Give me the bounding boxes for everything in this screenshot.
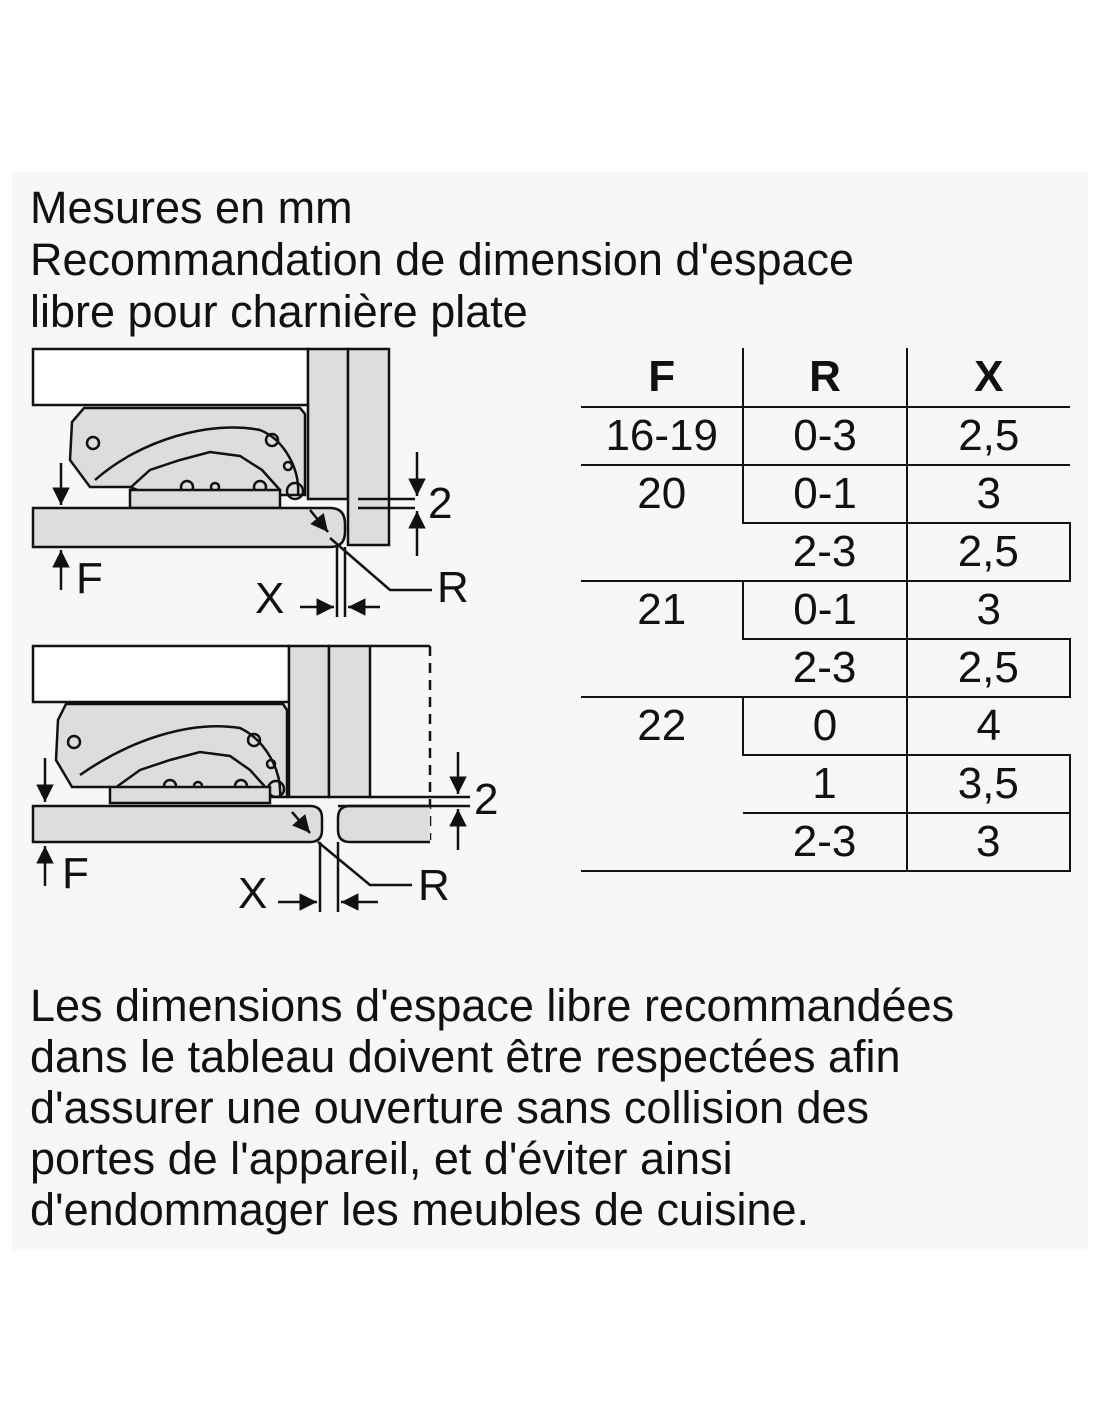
side-panel-upper — [308, 349, 348, 499]
heading-line-2: Recommandation de dimension d'espace — [30, 234, 855, 285]
table-row — [581, 465, 1070, 523]
cell-X: 3 — [907, 813, 1070, 871]
cell-R: 0 — [743, 697, 906, 755]
cabinet-top-upper — [33, 349, 308, 405]
footer-line-3: d'assurer une ouverture sans collision des — [30, 1082, 870, 1133]
cell-X: 3 — [907, 465, 1070, 523]
column-header-R: R — [743, 348, 906, 407]
column-header-F: F — [581, 348, 743, 407]
cell-R: 2-3 — [743, 813, 906, 871]
cell-X: 2,5 — [907, 407, 1070, 465]
label-F-bottom: F — [62, 849, 89, 898]
heading-line-1: Mesures en mm — [30, 182, 353, 233]
door-lower — [33, 806, 322, 842]
cell-X: 2,5 — [907, 523, 1070, 581]
cell-F: 16-19 — [581, 407, 743, 465]
side-panel-lower — [289, 646, 329, 797]
label-gap-bottom: 2 — [474, 775, 499, 824]
heading-line-3: libre pour charnière plate — [30, 286, 528, 337]
table-row — [581, 581, 1070, 639]
label-F-top: F — [76, 554, 103, 603]
cell-R: 2-3 — [743, 639, 906, 697]
cell-F: 21 — [581, 581, 743, 697]
label-X-top: X — [255, 574, 285, 623]
cabinet-top-lower — [33, 646, 289, 702]
label-X-bottom: X — [238, 869, 268, 918]
label-R-top: R — [437, 563, 469, 612]
cell-X: 2,5 — [907, 639, 1070, 697]
cell-F: 20 — [581, 465, 743, 581]
cell-R: 0-1 — [743, 465, 906, 523]
door-upper — [33, 508, 345, 547]
cell-F: 22 — [581, 697, 743, 871]
cell-R: 0-1 — [743, 581, 906, 639]
door-panel-lower — [329, 646, 370, 797]
footer-note — [30, 980, 954, 1235]
footer-line-4: portes de l'appareil, et d'éviter ainsi — [30, 1133, 733, 1184]
cell-R: 1 — [743, 755, 906, 813]
clearance-table — [581, 348, 1071, 872]
table-row — [581, 697, 1070, 755]
label-gap-top: 2 — [428, 479, 453, 528]
hinge-body-lower — [56, 704, 287, 797]
column-header-X: X — [907, 348, 1070, 407]
footer-line-5: d'endommager les meubles de cuisine. — [30, 1184, 810, 1235]
label-R-bottom: R — [418, 861, 450, 910]
cell-X: 3,5 — [907, 755, 1070, 813]
footer-line-1: Les dimensions d'espace libre recommandées — [30, 980, 955, 1031]
adjacent-door-lower — [338, 806, 430, 842]
table-row — [581, 407, 1070, 465]
table-header-row — [581, 348, 1070, 407]
cell-R: 2-3 — [743, 523, 906, 581]
cell-R: 0-3 — [743, 407, 906, 465]
cell-X: 3 — [907, 581, 1070, 639]
cell-X: 4 — [907, 697, 1070, 755]
door-panel-upper — [348, 349, 389, 545]
footer-line-2: dans le tableau doivent être respectées afin — [30, 1031, 901, 1082]
